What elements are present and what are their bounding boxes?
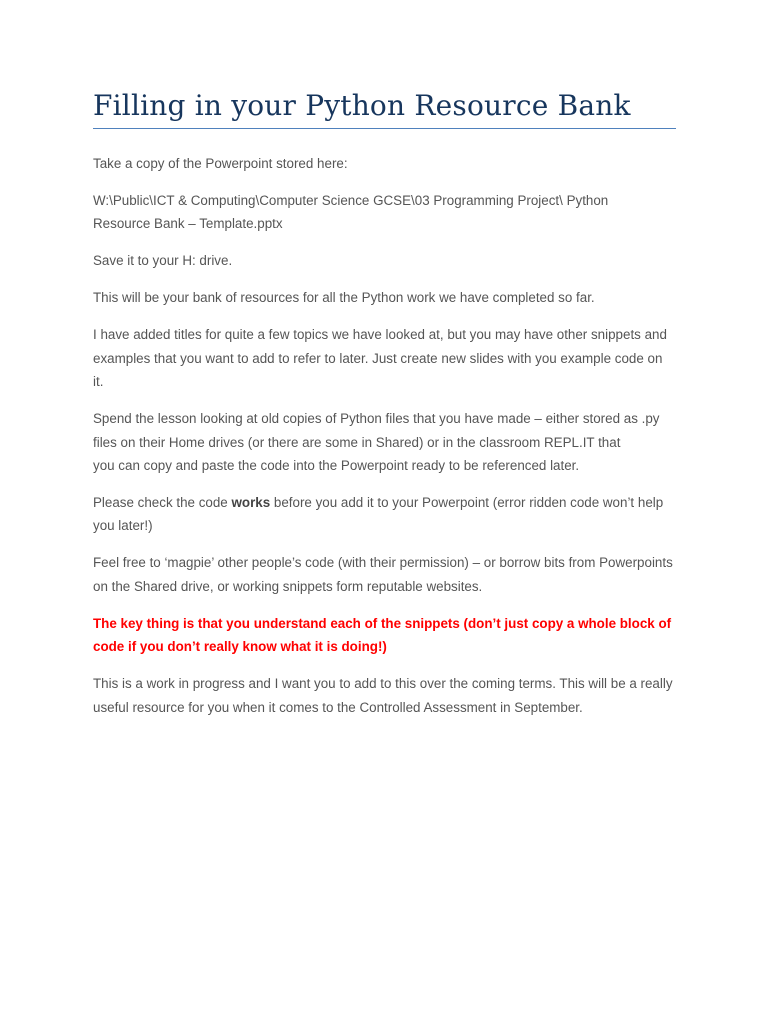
file-path-line-2: Resource Bank – Template.pptx — [93, 216, 283, 232]
paragraph-titles-note: I have added titles for quite a few topics we have looked at, but you may have other snippets and examples that you want to add to refer to later. Just create new slides with you example code on it. — [93, 327, 667, 390]
paragraph-save-instruction: Save it to your H: drive. — [93, 253, 233, 269]
lesson-task-line-1: Spend the lesson looking at old copies of Python files that you have made – either stored as .py — [93, 411, 660, 427]
check-code-text-before: Please check the code — [93, 495, 232, 511]
paragraph-bank-description: This will be your bank of resources for all the Python work we have completed so far. — [93, 290, 595, 306]
paragraph-work-in-progress: This is a work in progress and I want you to add to this over the coming terms. This will be a really useful resource for you when it comes to the Controlled Assessment in September. — [93, 676, 673, 715]
paragraph-magpie-note: Feel free to ‘magpie’ other people’s code (with their permission) – or borrow bits from Powerpoints on the Shared drive, or working snippets form reputable websites. — [93, 555, 673, 594]
paragraph-key-thing: The key thing is that you understand each of the snippets (don’t just copy a whole block of code if you don’t really know what it is doing!) — [93, 615, 672, 655]
file-path-line-1: W:\Public\ICT & Computing\Computer Science GCSE\03 Programming Project\ Python — [93, 193, 609, 208]
check-code-text-after: before you add it to your Powerpoint (error ridden code won’t help you later!) — [93, 495, 664, 534]
paragraph-lesson-task — [93, 407, 676, 477]
lesson-task-line-2: files on their Home drives (or there are some in Shared) or in the classroom REPL.IT that — [93, 434, 621, 450]
title-underline — [93, 128, 676, 129]
document-body — [93, 152, 676, 733]
check-code-bold-word: works — [231, 495, 271, 511]
paragraph-check-code — [93, 491, 676, 538]
paragraph-file-path — [93, 189, 676, 236]
lesson-task-line-3: you can copy and paste the code into the Powerpoint ready to be referenced later. — [93, 458, 580, 474]
paragraph-copy-instruction: Take a copy of the Powerpoint stored here: — [93, 156, 348, 171]
document-title: Filling in your Python Resource Bank — [93, 89, 631, 122]
